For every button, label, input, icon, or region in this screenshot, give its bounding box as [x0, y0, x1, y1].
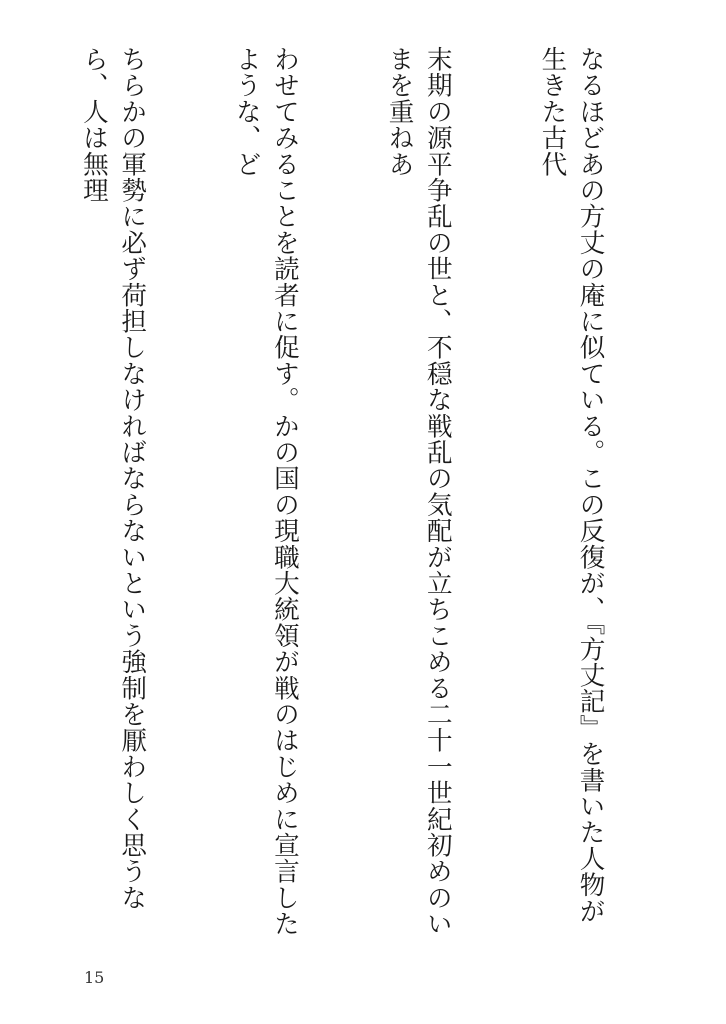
text-line: わせてみることを読者に促す。かの国の現職大統領が戦のはじめに宣言したような、ど — [231, 46, 300, 937]
text-line: なるほどあの方丈の庵に似ている。この反復が、『方丈記』を書いた人物が生きた古代 — [537, 46, 606, 924]
page-number: 15 — [84, 968, 105, 987]
vertical-text-body — [64, 46, 686, 946]
text-line: 末期の源平争乱の世と、不穏な戦乱の気配が立ちこめる二十一世紀初めのいまを重ねあ — [384, 46, 453, 937]
text-line: ちらかの軍勢に必ず荷担しなければならないという強制を厭わしく思うなら、人は無理 — [78, 46, 148, 911]
